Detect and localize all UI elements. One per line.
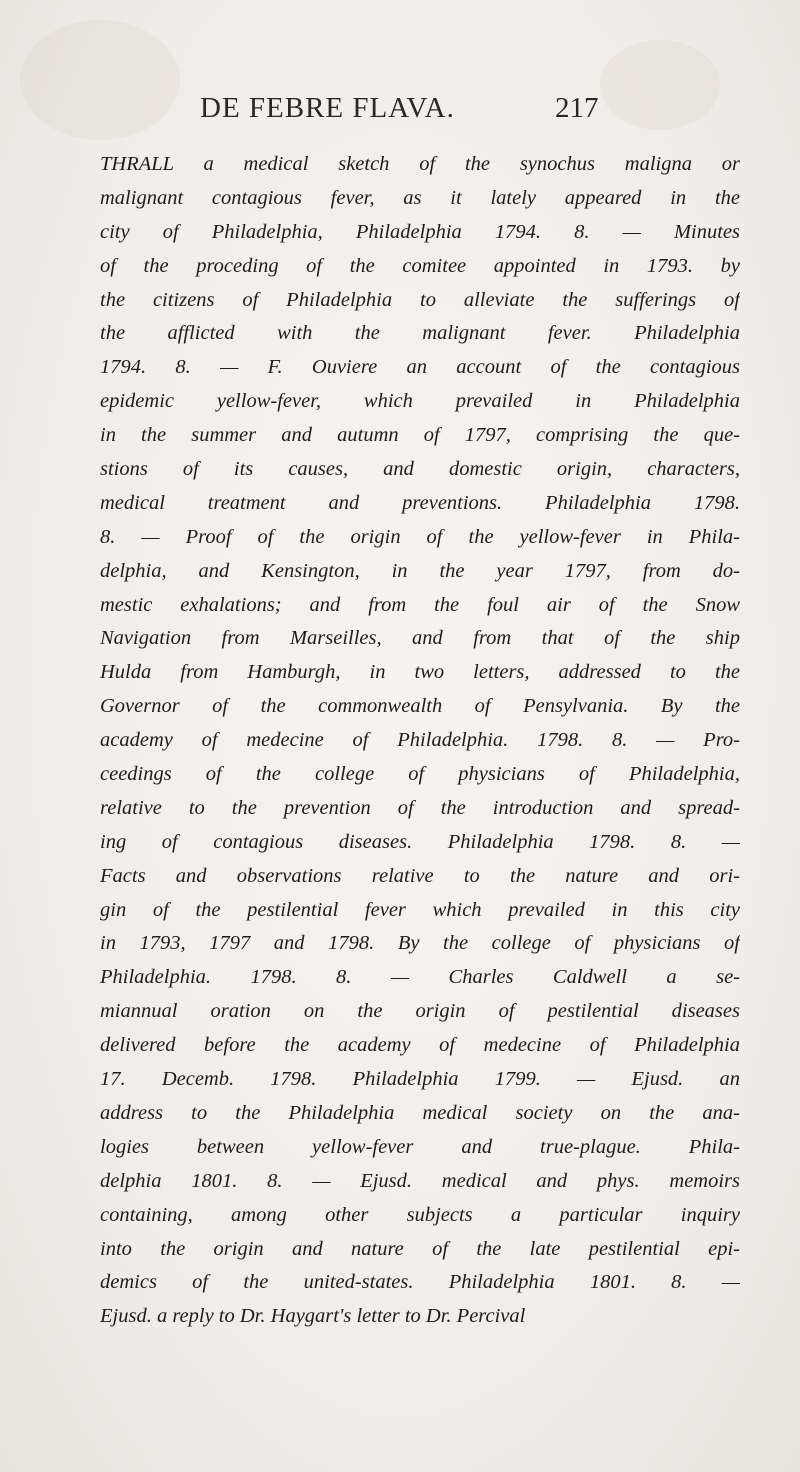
- text-line: Governor of the commonwealth of Pensylvania. By the: [100, 695, 740, 718]
- text-line: delphia, and Kensington, in the year 1797, from do-: [100, 559, 740, 582]
- text-line: address to the Philadelphia medical society on the ana-: [100, 1101, 740, 1124]
- running-title: DE FEBRE FLAVA.: [200, 92, 455, 124]
- page-header: [0, 92, 800, 132]
- text-line: 1794. 8. — F. Ouviere an account of the contagious: [100, 356, 740, 379]
- text-line: gin of the pestilential fever which prevailed in this city: [100, 898, 740, 921]
- text-line: the afflicted with the malignant fever. Philadelphia: [100, 322, 740, 345]
- text-line: containing, among other subjects a particular inquiry: [100, 1203, 740, 1226]
- text-line: logies between yellow-fever and true-plague. Phila-: [100, 1135, 740, 1158]
- text-line: into the origin and nature of the late pestilential epi-: [100, 1237, 740, 1260]
- text-line: relative to the prevention of the introduction and spread-: [100, 796, 740, 819]
- text-line: academy of medecine of Philadelphia. 1798. 8. — Pro-: [100, 729, 740, 752]
- text-line: delphia 1801. 8. — Ejusd. medical and phys. memoirs: [100, 1169, 740, 1192]
- text-line: Philadelphia. 1798. 8. — Charles Caldwell a se-: [100, 966, 740, 989]
- text-line: Facts and observations relative to the nature and ori-: [100, 864, 740, 887]
- text-line: mestic exhalations; and from the foul air of the Snow: [100, 593, 740, 616]
- text-line: in 1793, 1797 and 1798. By the college of physicians of: [100, 932, 740, 955]
- text-line: 8. — Proof of the origin of the yellow-fever in Phila-: [100, 525, 740, 548]
- text-line: Ejusd. a reply to Dr. Haygart's letter to Dr. Percival: [100, 1305, 526, 1328]
- body-text: [100, 148, 740, 1334]
- text-line: city of Philadelphia, Philadelphia 1794. 8. — Minutes: [100, 220, 740, 243]
- text-line: malignant contagious fever, as it lately appeared in the: [100, 186, 740, 209]
- text-line: miannual oration on the origin of pestilential diseases: [100, 1000, 740, 1023]
- text-line: demics of the united-states. Philadelphia 1801. 8. —: [100, 1271, 740, 1294]
- text-line: the citizens of Philadelphia to alleviate the sufferings of: [100, 288, 740, 311]
- text-line: Navigation from Marseilles, and from that of the ship: [100, 627, 740, 650]
- page-number: 217: [555, 92, 599, 124]
- text-line: 17. Decemb. 1798. Philadelphia 1799. — Ejusd. an: [100, 1068, 740, 1091]
- text-line: of the proceding of the comitee appointed in 1793. by: [100, 254, 740, 277]
- text-line: delivered before the academy of medecine of Philadelphia: [100, 1034, 740, 1057]
- text-line: stions of its causes, and domestic origin, characters,: [100, 458, 740, 481]
- text-line: ing of contagious diseases. Philadelphia 1798. 8. —: [100, 830, 740, 853]
- text-line: THRALL a medical sketch of the synochus maligna or: [100, 153, 740, 175]
- text-line: medical treatment and preventions. Philadelphia 1798.: [100, 491, 740, 514]
- text-line: ceedings of the college of physicians of Philadelphia,: [100, 763, 740, 786]
- text-line: Hulda from Hamburgh, in two letters, addressed to the: [100, 661, 740, 684]
- text-line: in the summer and autumn of 1797, comprising the que-: [100, 424, 740, 447]
- text-line: epidemic yellow-fever, which prevailed in Philadelphia: [100, 390, 740, 413]
